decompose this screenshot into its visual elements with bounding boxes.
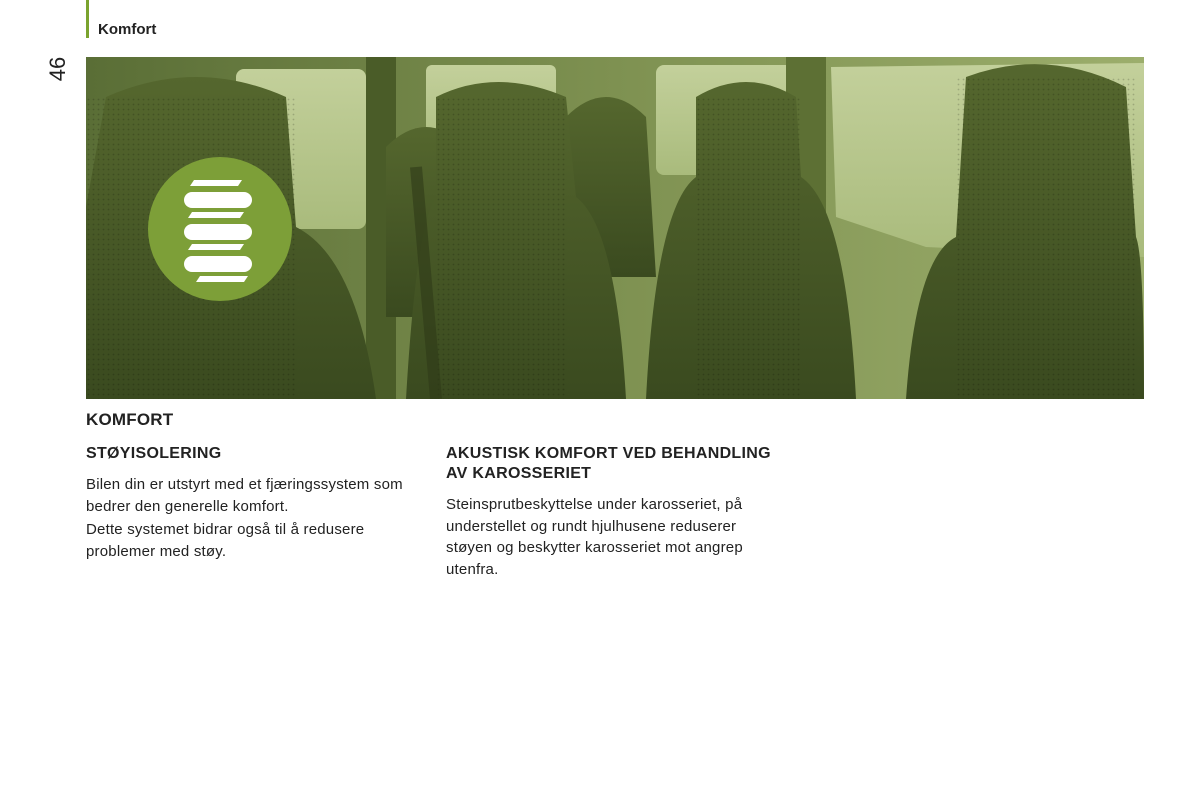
page-number: 46: [45, 56, 70, 82]
left-paragraph-2: Dette systemet bidrar også til å redusere problemer med støy.: [86, 521, 365, 560]
section-accent-bar: [86, 0, 89, 38]
right-heading: AKUSTISK KOMFORT VED BEHANDLING AV KAROSSERIET: [446, 445, 771, 482]
hero-image: [86, 57, 1144, 399]
right-paragraph-1: Steinsprutbeskyttelse under karosseriet, på understellet og rundt hjulhusene reduserer støyen og beskytter karosseriet mot angrep utenfra.: [446, 496, 743, 578]
left-paragraph-1: Bilen din er utstyrt med et fjæringssystem som bedrer den generelle komfort.: [86, 476, 403, 515]
section-title: Komfort: [98, 21, 157, 38]
left-heading: STØYISOLERING: [86, 445, 222, 462]
content-title: KOMFORT: [86, 410, 174, 429]
suspension-spring-icon: [148, 157, 292, 301]
right-column: [446, 444, 786, 582]
left-column: [86, 444, 426, 564]
spring-icon: [180, 174, 260, 284]
